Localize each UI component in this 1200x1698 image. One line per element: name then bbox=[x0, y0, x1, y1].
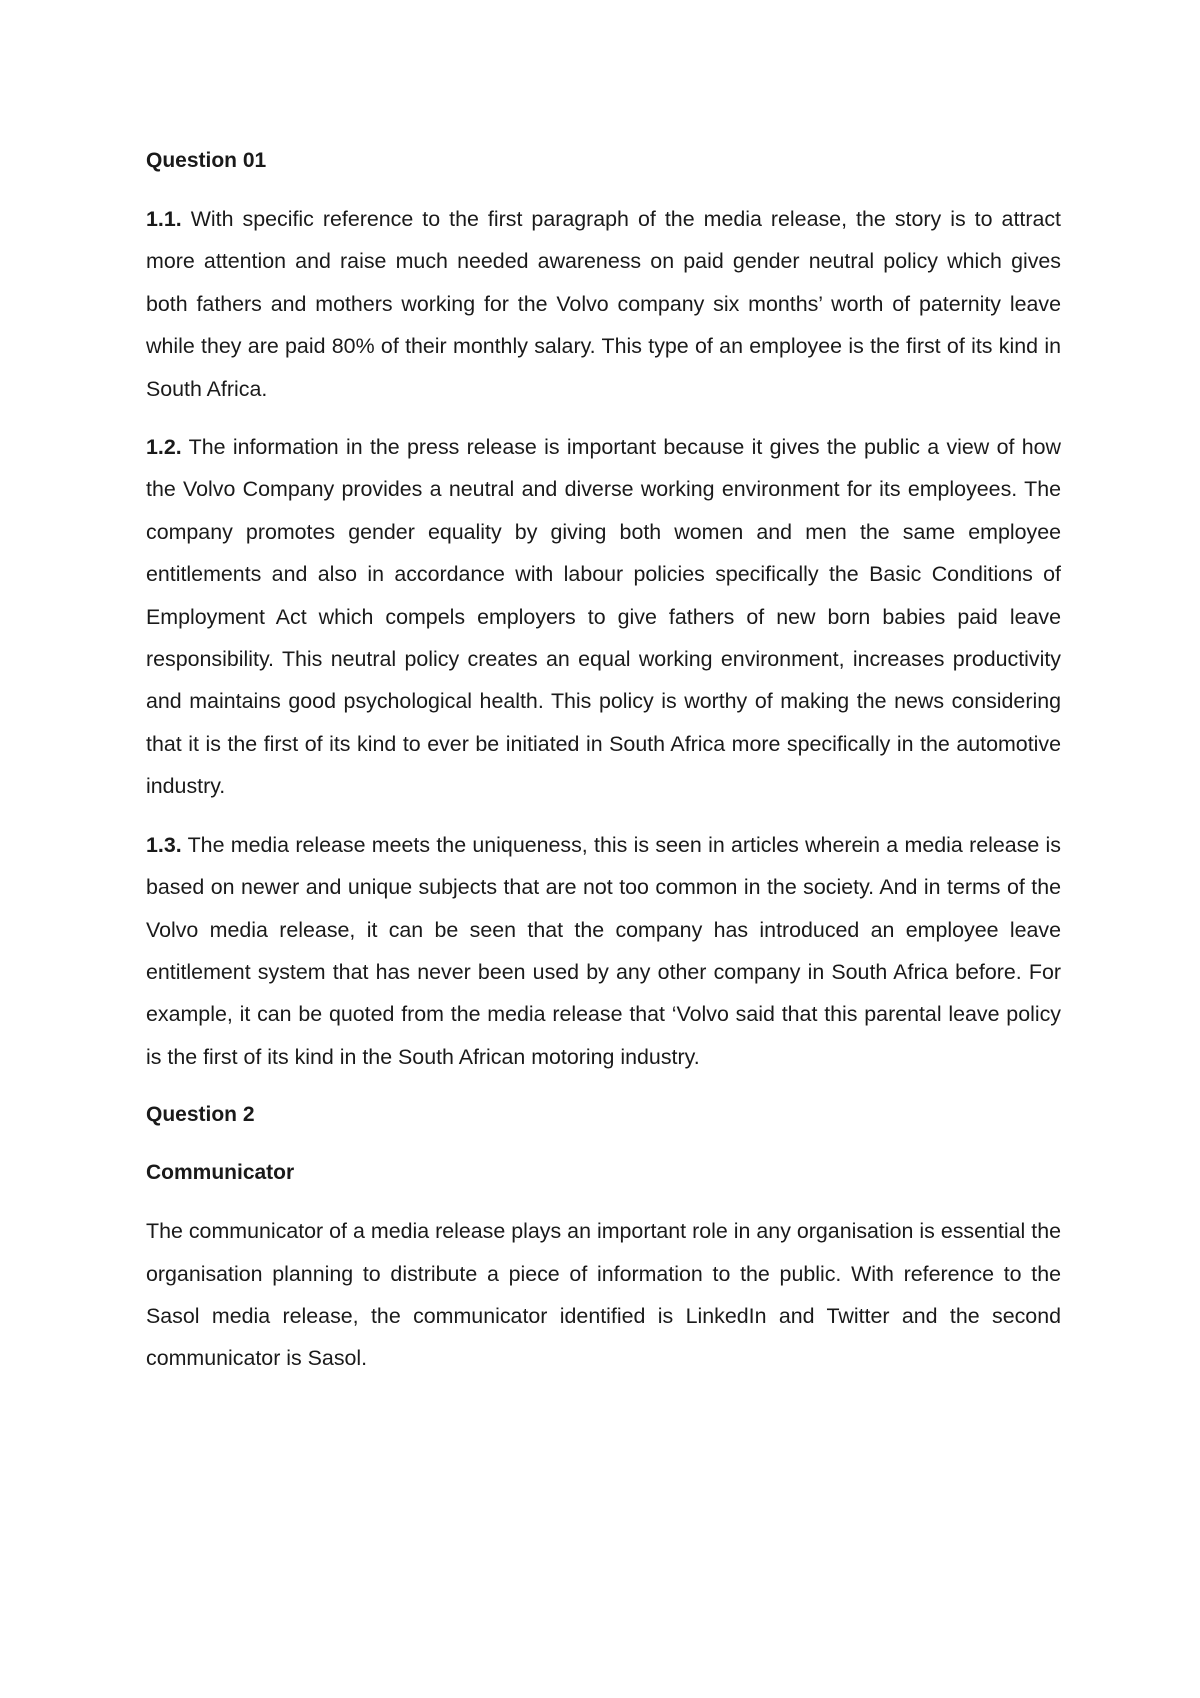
communicator-paragraph: The communicator of a media release plays an important role in any organisation is essential the organisation planning to distribute a piece of information to the public. With reference to the Sasol media release, the communicator identified is LinkedIn and Twitter and the second communicator is Sasol. bbox=[146, 1219, 1061, 1371]
answer-1-3-number: 1.3. bbox=[146, 832, 182, 857]
answer-1-2-number: 1.2. bbox=[146, 435, 182, 460]
answer-1-1 bbox=[146, 198, 1061, 410]
document-page bbox=[146, 140, 1061, 1396]
answer-1-3 bbox=[146, 824, 1061, 1078]
answer-1-1-text: With specific reference to the first paragraph of the media release, the story is to attract more attention and raise much needed awareness on paid gender neutral policy which gives both fathers and mothers working for the Volvo company six months’ worth of paternity leave while they are paid 80% of their monthly salary. This type of an employee is the first of its kind in South Africa. bbox=[146, 207, 1061, 401]
answer-1-2 bbox=[146, 426, 1061, 808]
communicator-subheading: Communicator bbox=[146, 1161, 295, 1185]
question-2-heading: Question 2 bbox=[146, 1103, 255, 1127]
answer-1-3-text: The media release meets the uniqueness, this is seen in articles wherein a media release is based on newer and unique subjects that are not too common in the society. And in terms of the Volvo media release, it can be seen that the company has introduced an employee leave entitlement system that has never been used by any other company in South Africa before. For example, it can be quoted from the media release that ‘Volvo said that this parental leave policy is the first of its kind in the South African motoring industry. bbox=[146, 832, 1061, 1069]
answer-1-1-number: 1.1. bbox=[146, 207, 182, 231]
question-01-heading: Question 01 bbox=[146, 149, 267, 172]
answer-1-2-text: The information in the press release is important because it gives the public a view of how the Volvo Company provides a neutral and diverse working environment for its employees. The company promotes gender equality by giving both women and men the same employee entitlements and also in accordance with labour policies specifically the Basic Conditions of Employment Act which compels employers to give fathers of new born babies paid leave responsibility. This neutral policy creates an equal working environment, increases productivity and maintains good psychological health. This policy is worthy of making the news considering that it is the first of its kind to ever be initiated in South Africa more specifically in the automotive industry. bbox=[146, 435, 1061, 799]
